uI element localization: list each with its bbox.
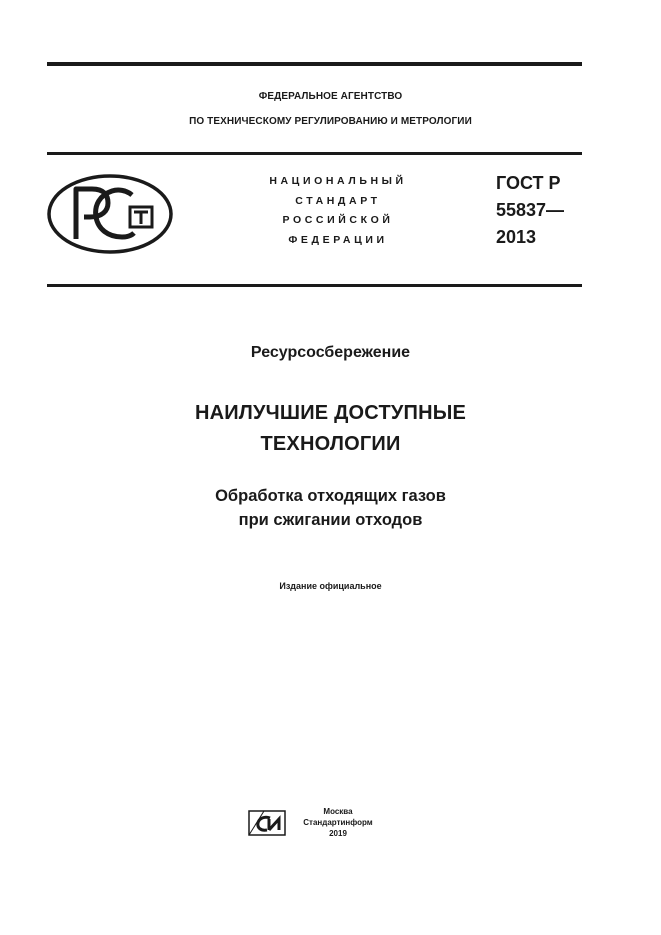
national-line: СТАНДАРТ bbox=[295, 194, 381, 207]
middle-rule bbox=[47, 152, 582, 155]
national-line: РОССИЙСКОЙ bbox=[282, 214, 394, 226]
top-rule bbox=[47, 62, 582, 66]
agency-line-2: ПО ТЕХНИЧЕСКОМУ РЕГУЛИРОВАНИЮ И МЕТРОЛОГИИ bbox=[189, 116, 472, 127]
publisher-name: Стандартинформ bbox=[303, 818, 373, 827]
designation-line: 55837— bbox=[496, 200, 565, 220]
publisher-city: Москва bbox=[323, 807, 353, 816]
designation-line: ГОСТ Р bbox=[496, 173, 561, 193]
rst-logo-icon bbox=[46, 173, 174, 255]
standard-designation bbox=[496, 170, 564, 251]
national-standard-label bbox=[228, 172, 448, 250]
national-line: НАЦИОНАЛЬНЫЙ bbox=[269, 175, 407, 187]
main-title-line: НАИЛУЧШИЕ ДОСТУПНЫЕ bbox=[194, 402, 467, 424]
standartinform-logo-icon bbox=[248, 810, 286, 836]
sub-title-line: Обработка отходящих газов bbox=[215, 487, 446, 505]
main-title bbox=[0, 398, 661, 460]
sub-title bbox=[0, 484, 661, 532]
designation-line: 2013 bbox=[496, 227, 537, 247]
sub-title-line: при сжигании отходов bbox=[238, 511, 423, 529]
main-title-line: ТЕХНОЛОГИИ bbox=[260, 433, 401, 455]
publisher-info bbox=[294, 806, 382, 839]
publisher-year: 2019 bbox=[329, 829, 347, 838]
agency-line-1: ФЕДЕРАЛЬНОЕ АГЕНТСТВО bbox=[258, 91, 403, 102]
national-line: ФЕДЕРАЦИИ bbox=[288, 233, 388, 246]
subject-heading: Ресурсосбережение bbox=[250, 344, 411, 361]
edition-note: Издание официальное bbox=[279, 581, 382, 591]
bottom-rule bbox=[47, 284, 582, 287]
